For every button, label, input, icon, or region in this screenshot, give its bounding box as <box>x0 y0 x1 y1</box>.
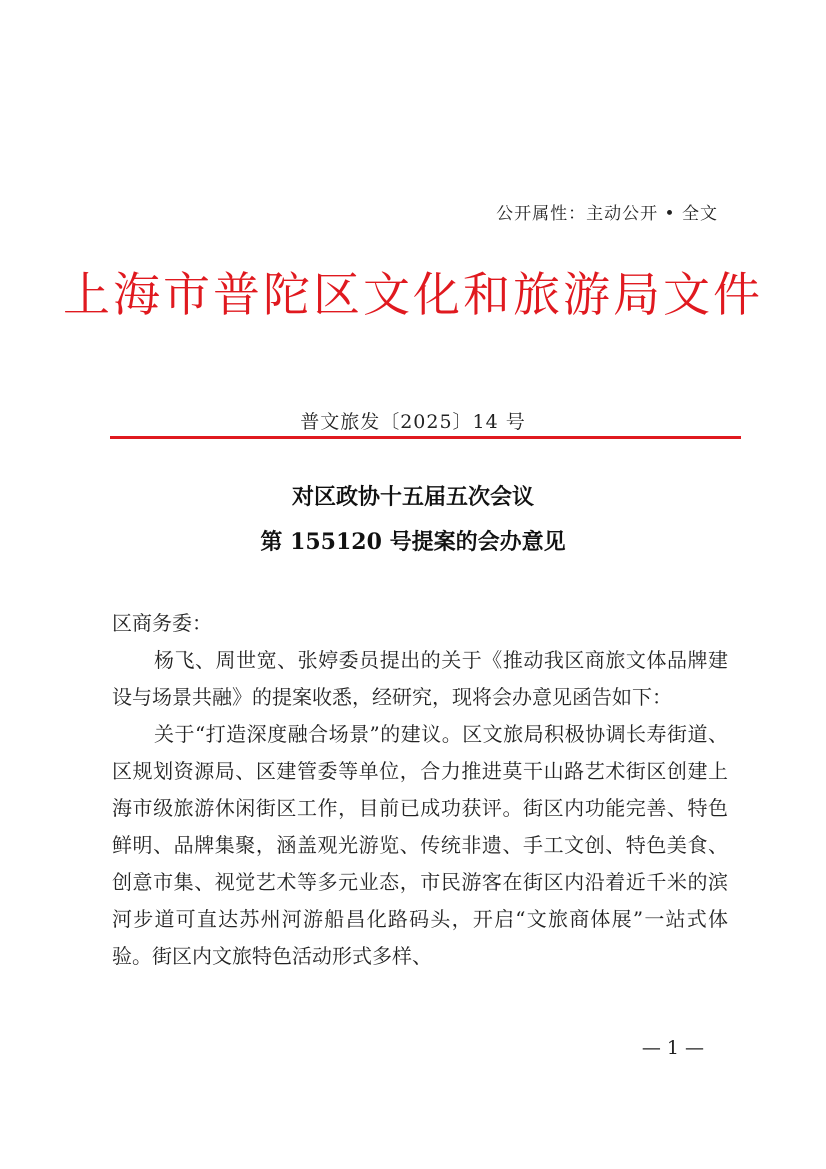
document-body <box>112 605 728 975</box>
disclosure-label: 公开属性：主动公开 • 全文 <box>496 204 718 224</box>
page-number: — 1 — <box>641 1037 704 1059</box>
salutation: 区商务委： <box>112 611 212 635</box>
document-title-line-2: 第 155120 号提案的会办意见 <box>260 529 566 555</box>
issuer-header: 上海市普陀区文化和旅游局文件 <box>63 268 763 323</box>
document-number: 普文旅发〔2025〕14 号 <box>300 411 526 433</box>
body-paragraph-2: 关于“打造深度融合场景”的建议。区文旅局积极协调长寿街道、区规划资源局、区建管委等单位，合力推进莫干山路艺术街区创建上海市级旅游休闲街区工作，目前已成功获评。街区内功能完善、特色鲜明、品牌集聚，涵盖观光游览、传统非遗、手工文创、特色美食、创意市集、视觉艺术等多元业态，市民游客在街区内沿着近千米的滨河步道可直达苏州河游船昌化路码头，开启“文旅商体展”一站式体验。街区内文旅特色活动形式多样、 <box>112 722 728 968</box>
document-title-line-1: 对区政协十五届五次会议 <box>291 484 534 510</box>
red-divider-line <box>110 436 741 439</box>
body-paragraph-1: 杨飞、周世宽、张婷委员提出的关于《推动我区商旅文体品牌建设与场景共融》的提案收悉，经研究，现将会办意见函告如下： <box>112 648 728 709</box>
